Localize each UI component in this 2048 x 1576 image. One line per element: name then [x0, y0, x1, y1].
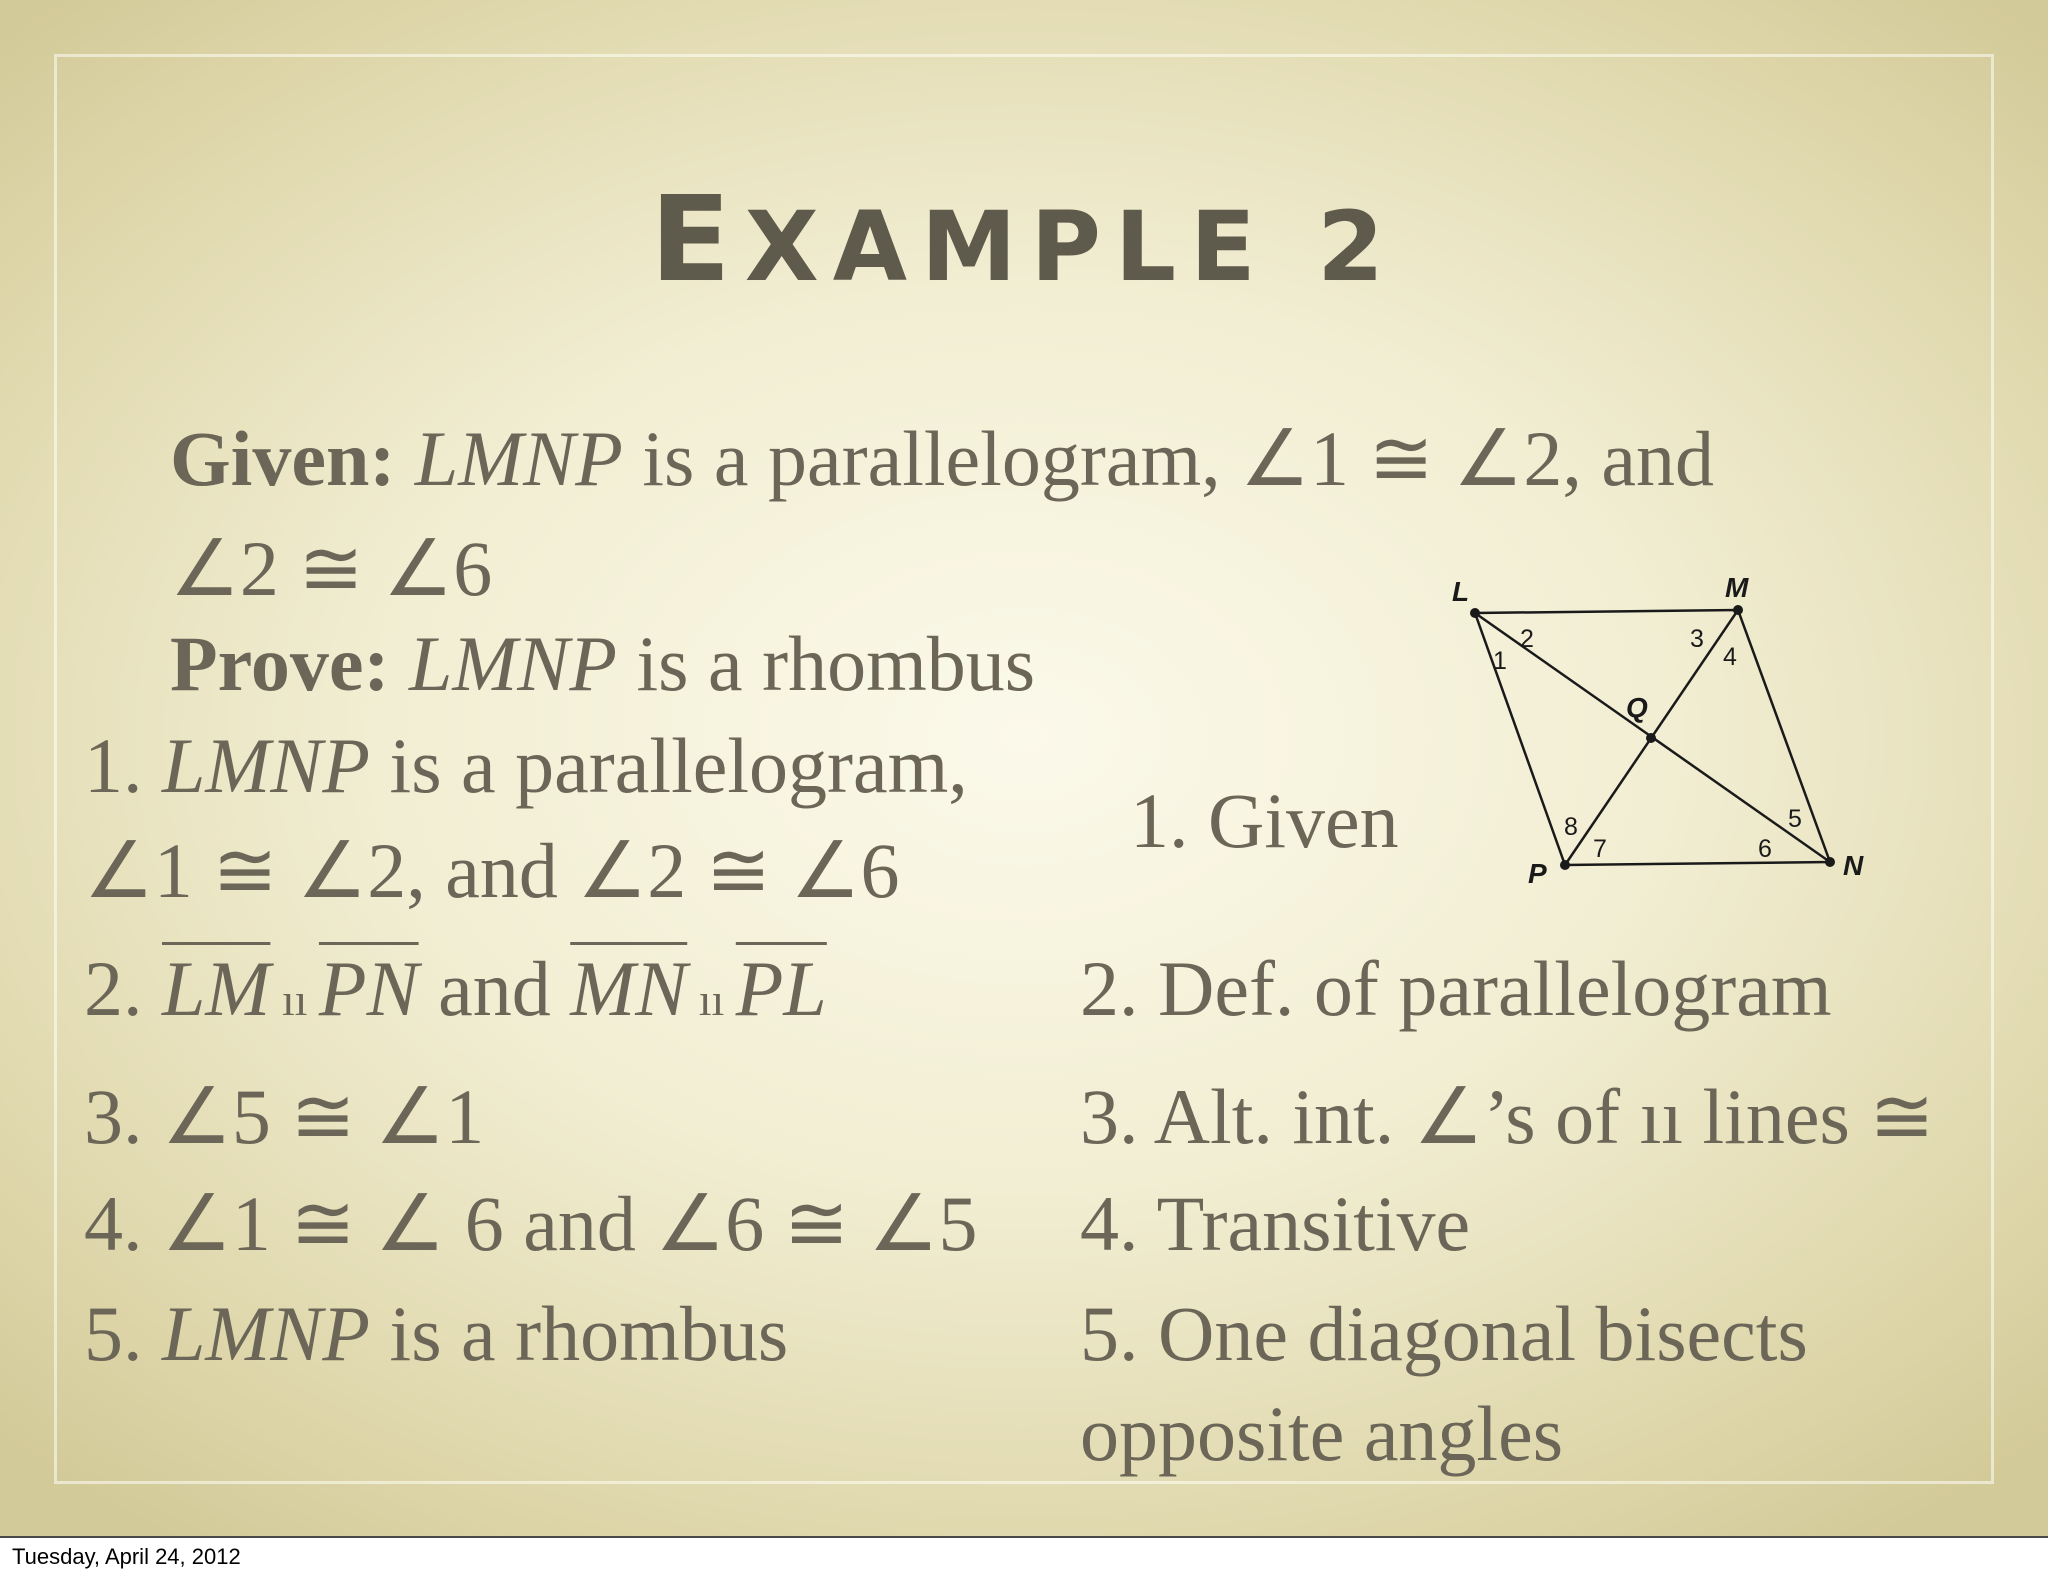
angle-label-8: 8	[1564, 813, 1578, 841]
statement-1-shape: LMNP	[162, 722, 371, 809]
parallel-symbol-2: ıı	[687, 974, 736, 1025]
statement-5-shape: LMNP	[162, 1290, 371, 1377]
point-p	[1560, 860, 1570, 870]
segment-pl: $\overline{PL}$	[735, 945, 827, 1032]
vertex-label-m: M	[1725, 572, 1749, 603]
vertex-label-n: N	[1843, 850, 1864, 881]
point-q	[1646, 733, 1656, 743]
title-text: EXAMPLE 2	[650, 170, 1398, 308]
segment-lm: $\overline{LM}$	[162, 945, 271, 1032]
segment-pn: $\overline{PN}$	[318, 945, 419, 1032]
statement-1	[84, 722, 968, 809]
reason-2: 2. Def. of parallelogram	[1080, 945, 1832, 1032]
vertex-label-p: P	[1528, 858, 1547, 889]
prove-text: is a rhombus	[616, 620, 1036, 707]
reason-1: 1. Given	[1130, 777, 1399, 864]
statement-1-line-2: ∠1 ≅ ∠2, and ∠2 ≅ ∠6	[84, 827, 900, 914]
given-shape: LMNP	[414, 415, 623, 502]
statement-3: 3. ∠5 ≅ ∠1	[84, 1073, 485, 1160]
reason-5: 5. One diagonal bisects	[1080, 1290, 1808, 1377]
statement-4: 4. ∠1 ≅ ∠ 6 and ∠6 ≅ ∠5	[84, 1180, 978, 1267]
angle-label-1: 1	[1493, 647, 1507, 675]
angle-label-6: 6	[1758, 835, 1772, 863]
angle-label-3: 3	[1690, 625, 1704, 653]
statement-5-num: 5.	[84, 1290, 162, 1377]
statement-5	[84, 1290, 789, 1377]
prove-line	[170, 620, 1036, 707]
given-line-2: ∠2 ≅ ∠6	[170, 525, 493, 612]
slide-title	[0, 170, 2048, 308]
statement-2-num: 2.	[84, 945, 162, 1032]
statement-2-and: and	[418, 945, 571, 1032]
vertex-label-q: Q	[1626, 692, 1648, 723]
statement-2	[84, 945, 827, 1032]
reason-4: 4. Transitive	[1080, 1180, 1471, 1267]
angle-label-5: 5	[1788, 805, 1802, 833]
prove-shape: LMNP	[408, 620, 617, 707]
given-line	[170, 415, 1714, 502]
angle-label-2: 2	[1520, 625, 1534, 653]
statement-1-text: is a parallelogram,	[370, 722, 968, 809]
statement-5-text: is a rhombus	[370, 1290, 789, 1377]
segment-mn: $\overline{MN}$	[570, 945, 688, 1032]
point-n	[1825, 857, 1835, 867]
angle-label-4: 4	[1723, 643, 1737, 671]
angle-label-7: 7	[1593, 835, 1607, 863]
reason-5-line-2: opposite angles	[1080, 1390, 1564, 1477]
vertex-label-l: L	[1452, 576, 1470, 607]
footer-date: Tuesday, April 24, 2012	[12, 1544, 241, 1569]
parallel-symbol-1: ıı	[270, 974, 319, 1025]
given-label: Given:	[170, 415, 396, 502]
point-l	[1470, 608, 1480, 618]
reason-3: 3. Alt. int. ∠’s of ıı lines ≅	[1080, 1073, 1935, 1160]
statement-1-num: 1.	[84, 722, 162, 809]
given-text: is a parallelogram, ∠1 ≅ ∠2, and	[622, 415, 1714, 502]
parallelogram-figure	[1440, 565, 1880, 895]
prove-label: Prove:	[170, 620, 390, 707]
point-m	[1733, 605, 1743, 615]
